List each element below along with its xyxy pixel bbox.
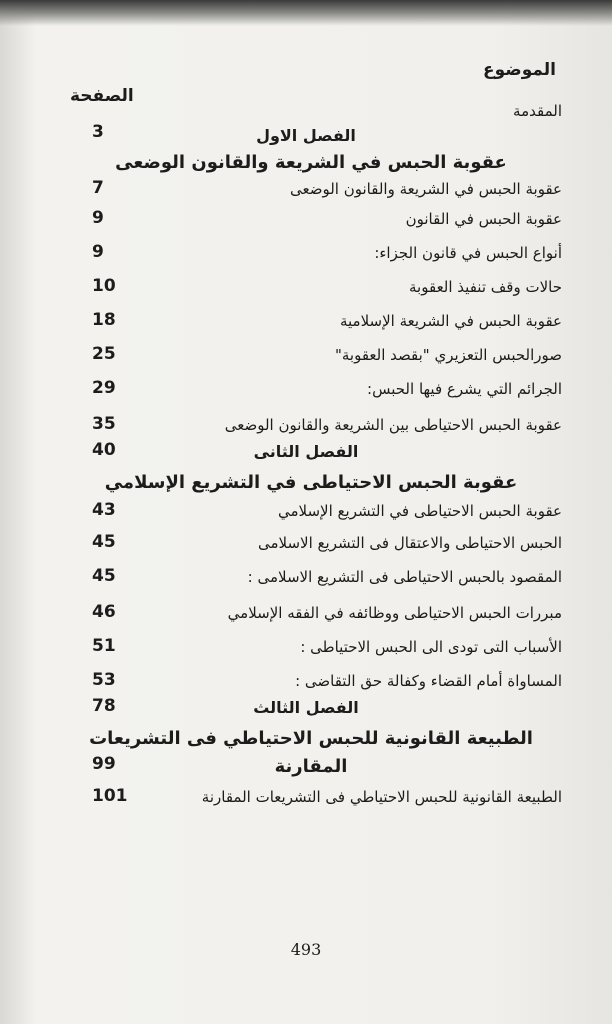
chapter-heading (0, 438, 612, 468)
entry-title: المقصود بالحبس الاحتياطى فى التشريع الاسلامى : (247, 568, 562, 586)
entry-title: حالات وقف تنفيذ العقوبة (409, 278, 562, 296)
toc-entry (0, 634, 612, 664)
entry-title: عقوبة الحبس الاحتياطى في التشريع الإسلامي (277, 502, 562, 520)
page-column-header: الصفحة (70, 86, 134, 106)
chapter-title (0, 468, 612, 498)
topic-column-header: الموضوع (483, 60, 556, 80)
chapter-label: الفصل الثالث (253, 698, 359, 717)
entry-page: 40 (92, 440, 116, 460)
entry-page: 99 (92, 754, 116, 774)
toc-entry (0, 176, 612, 206)
entry-page: 3 (92, 122, 104, 142)
entry-page: 78 (92, 696, 116, 716)
entry-page: 7 (92, 178, 104, 198)
entry-page: 46 (92, 602, 116, 622)
toc-entry (0, 530, 612, 560)
toc-entry (0, 498, 612, 528)
entry-page: 25 (92, 344, 116, 364)
entry-title: الطبيعة القانونية للحبس الاحتياطي فى التشريعات المقارنة (201, 788, 562, 806)
entry-title: الجرائم التي يشرع فيها الحبس: (367, 380, 562, 398)
entry-page: 29 (92, 378, 116, 398)
entry-title: مبررات الحبس الاحتياطى ووظائفه في الفقه الإسلامي (227, 604, 562, 622)
entry-page: 45 (92, 532, 116, 552)
entry-title: عقوبة الحبس في القانون (405, 210, 562, 228)
toc-entry (0, 564, 612, 594)
chapter-title (0, 752, 612, 782)
chapter-title (0, 724, 612, 754)
chapter-title-text: عقوبة الحبس في الشريعة والقانون الوضعى (115, 152, 507, 173)
entry-title: عقوبة الحبس الاحتياطى بين الشريعة والقانون الوضعى (224, 416, 562, 434)
entry-title: المقدمة (513, 102, 562, 120)
entry-page: 53 (92, 670, 116, 690)
toc-entry (0, 206, 612, 236)
toc-entry (0, 308, 612, 338)
chapter-heading (0, 694, 612, 724)
toc-entry (0, 784, 612, 814)
scan-top-edge (0, 0, 612, 26)
entry-page: 101 (92, 786, 128, 806)
entry-page: 9 (92, 208, 104, 228)
page-number: 493 (290, 940, 322, 959)
chapter-title-text: المقارنة (274, 756, 348, 777)
toc-entry (0, 342, 612, 372)
toc-entry (0, 274, 612, 304)
chapter-title-text: الطبيعة القانونية للحبس الاحتياطي فى التشريعات (89, 728, 533, 749)
entry-title: عقوبة الحبس في الشريعة الإسلامية (339, 312, 562, 330)
toc-entry (0, 240, 612, 270)
entry-page: 43 (92, 500, 116, 520)
chapter-title (0, 148, 612, 178)
chapter-title-text: عقوبة الحبس الاحتياطى في التشريع الإسلامي (104, 472, 518, 493)
entry-page: 9 (92, 242, 104, 262)
entry-title: عقوبة الحبس في الشريعة والقانون الوضعى (290, 180, 562, 198)
chapter-label: الفصل الثانى (253, 442, 359, 461)
entry-page: 18 (92, 310, 116, 330)
entry-title: المساواة أمام القضاء وكفالة حق التقاضى : (295, 672, 562, 690)
entry-title: الأسباب التى تودى الى الحبس الاحتياطى : (300, 638, 562, 656)
toc-entry (0, 600, 612, 630)
entry-title: صورالحبس التعزيري "بقصد العقوبة" (334, 346, 562, 364)
entry-page: 51 (92, 636, 116, 656)
entry-page: 10 (92, 276, 116, 296)
toc-entry (0, 376, 612, 406)
entry-title: أنواع الحبس في قانون الجزاء: (374, 244, 562, 262)
entry-page: 35 (92, 414, 116, 434)
chapter-label: الفصل الاول (256, 126, 356, 145)
entry-page: 45 (92, 566, 116, 586)
entry-title: الحبس الاحتياطى والاعتقال فى التشريع الاسلامى (258, 534, 562, 552)
